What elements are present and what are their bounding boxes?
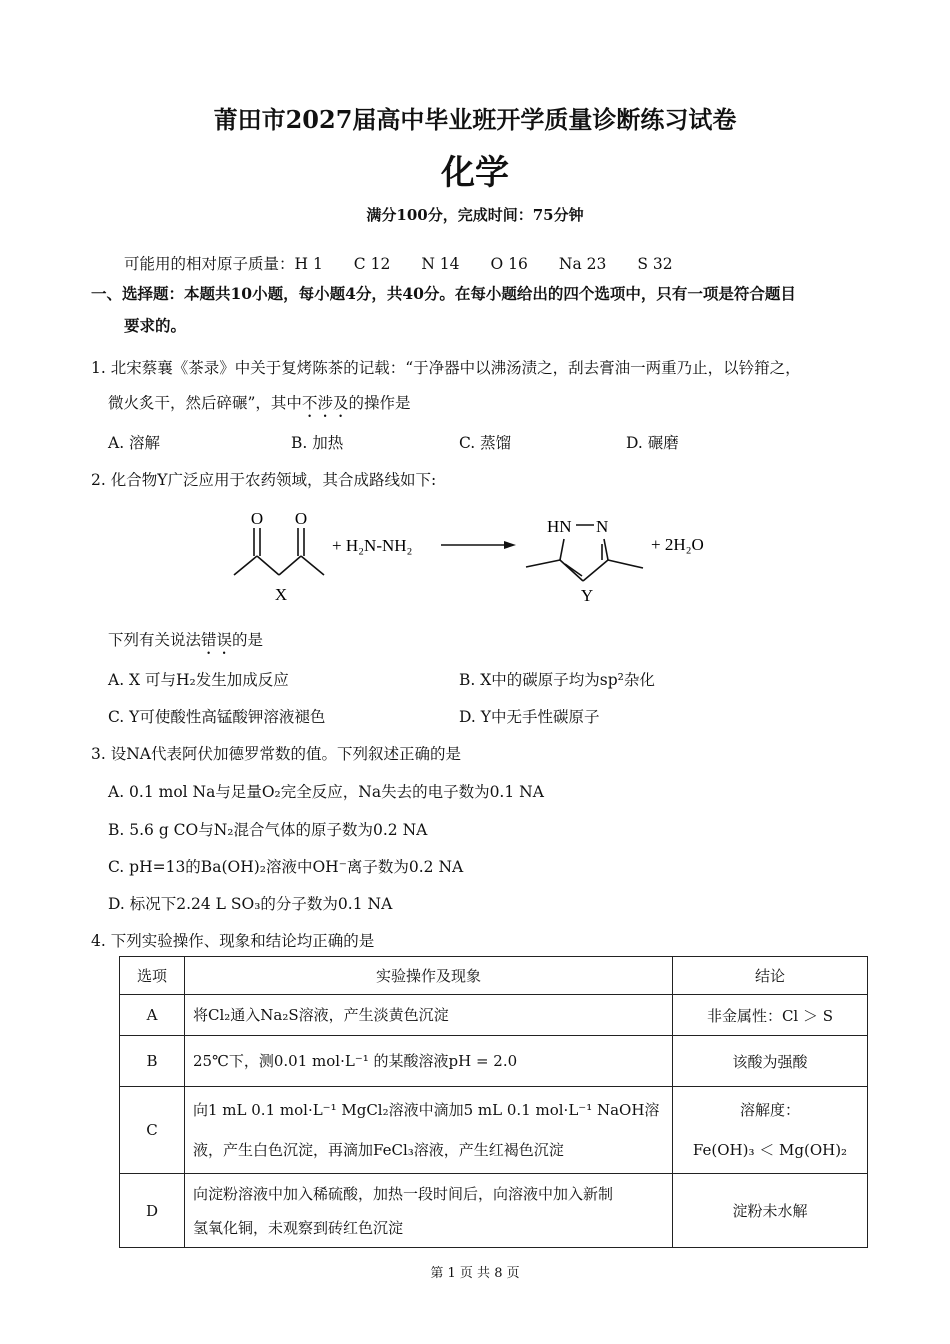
header-procedure: 实验操作及现象 bbox=[185, 957, 673, 995]
x-oxygen-2: O bbox=[294, 509, 308, 528]
row-conclusion: 溶解度： Fe(OH)₃ ＜ Mg(OH)₂ bbox=[673, 1087, 868, 1174]
q3-option-b: B. 5.6 g CO与N₂混合气体的原子数为0.2 NA bbox=[108, 821, 428, 839]
q2-option-b: B. X中的碳原子均为sp²杂化 bbox=[459, 671, 655, 689]
row-conclusion: 该酸为强酸 bbox=[673, 1036, 868, 1087]
atomic-masses: 可能用的相对原子质量：H 1 C 12 N 14 O 16 Na 23 S 32 bbox=[124, 255, 673, 273]
q1-option-c: C. 蒸馏 bbox=[459, 434, 512, 452]
q3-option-c: C. pH=13的Ba(OH)₂溶液中OH⁻离子数为0.2 NA bbox=[108, 858, 464, 876]
compound-y-label: Y bbox=[580, 586, 594, 605]
experiment-table bbox=[119, 956, 868, 1248]
section1-heading: 一、选择题：本题共10小题，每小题4分，共40分。在每小题给出的四个选项中，只有一项是符合题目 bbox=[91, 284, 796, 303]
y-nh-atom: HN bbox=[547, 517, 572, 536]
row-conclusion: 淀粉未水解 bbox=[673, 1174, 868, 1248]
compound-x-label: X bbox=[274, 585, 288, 604]
y-n-atom: N bbox=[596, 517, 609, 536]
q3-option-a: A. 0.1 mol Na与足量O₂完全反应，Na失去的电子数为0.1 NA bbox=[108, 783, 544, 801]
compound-y-structure bbox=[526, 525, 643, 581]
q2-option-d: D. Y中无手性碳原子 bbox=[459, 708, 600, 726]
row-option: D bbox=[120, 1174, 185, 1248]
q2-prompt: 下列有关说法错误的是 bbox=[108, 631, 264, 649]
section1-heading-cont: 要求的。 bbox=[124, 316, 187, 335]
row-procedure: 将Cl₂通入Na₂S溶液，产生淡黄色沉淀 bbox=[185, 995, 673, 1036]
q2-emphasis: 错误 bbox=[201, 631, 233, 649]
q2-option-c: C. Y可使酸性高锰酸钾溶液褪色 bbox=[108, 708, 326, 726]
row-option: C bbox=[120, 1087, 185, 1174]
compound-x-structure bbox=[234, 528, 324, 575]
table-row bbox=[120, 1087, 868, 1174]
q1-stem-cont: 微火炙干，然后碎碾”，其中不涉及的操作是 bbox=[108, 394, 411, 412]
q2-option-a: A. X 可与H₂发生加成反应 bbox=[108, 671, 289, 689]
q1-option-b: B. 加热 bbox=[291, 434, 344, 452]
table-row bbox=[120, 1174, 868, 1248]
page-footer: 第 1 页 共 8 页 bbox=[430, 1266, 520, 1281]
q3-option-d: D. 标况下2.24 L SO₃的分子数为0.1 NA bbox=[108, 895, 393, 913]
q4-stem: 4. 下列实验操作、现象和结论均正确的是 bbox=[91, 932, 375, 950]
q1-stem: 1. 北宋蔡襄《茶录》中关于复烤陈茶的记载：“于净器中以沸汤渍之，刮去膏油一两重乃止，以钤箝之， bbox=[91, 359, 801, 377]
q1-emphasis: 不涉及 bbox=[301, 394, 349, 412]
q1-option-d: D. 碾磨 bbox=[626, 434, 679, 452]
x-oxygen-1: O bbox=[250, 509, 264, 528]
row-option: A bbox=[120, 995, 185, 1036]
byproduct-water: + 2H₂O bbox=[651, 535, 704, 554]
reaction-scheme bbox=[220, 505, 740, 610]
table-header-row bbox=[120, 957, 868, 995]
exam-meta: 满分100分，完成时间：75分钟 bbox=[366, 206, 584, 224]
header-conclusion: 结论 bbox=[673, 957, 868, 995]
reagent-hydrazine: + H₂N-NH₂ bbox=[332, 536, 413, 555]
row-option: B bbox=[120, 1036, 185, 1087]
exam-title: 莆田市2027届高中毕业班开学质量诊断练习试卷 bbox=[213, 105, 737, 134]
q1-option-a: A. 溶解 bbox=[108, 434, 161, 452]
table-row bbox=[120, 995, 868, 1036]
q2-stem: 2. 化合物Y广泛应用于农药领域，其合成路线如下: bbox=[91, 471, 437, 489]
reaction-arrow bbox=[441, 541, 516, 549]
row-procedure: 向1 mL 0.1 mol·L⁻¹ MgCl₂溶液中滴加5 mL 0.1 mol·L⁻¹ NaOH溶 液，产生白色沉淀，再滴加FeCl₃溶液，产生红褐色沉淀 bbox=[185, 1087, 673, 1174]
subject-title: 化学 bbox=[441, 153, 509, 193]
row-procedure: 向淀粉溶液中加入稀硫酸，加热一段时间后，向溶液中加入新制 氢氧化铜，未观察到砖红色沉淀 bbox=[185, 1174, 673, 1248]
header-option: 选项 bbox=[120, 957, 185, 995]
q3-stem: 3. 设NA代表阿伏加德罗常数的值。下列叙述正确的是 bbox=[91, 745, 461, 763]
row-procedure: 25℃下，测0.01 mol·L⁻¹ 的某酸溶液pH = 2.0 bbox=[185, 1036, 673, 1087]
row-conclusion: 非金属性：Cl ＞ S bbox=[673, 995, 868, 1036]
table-row bbox=[120, 1036, 868, 1087]
